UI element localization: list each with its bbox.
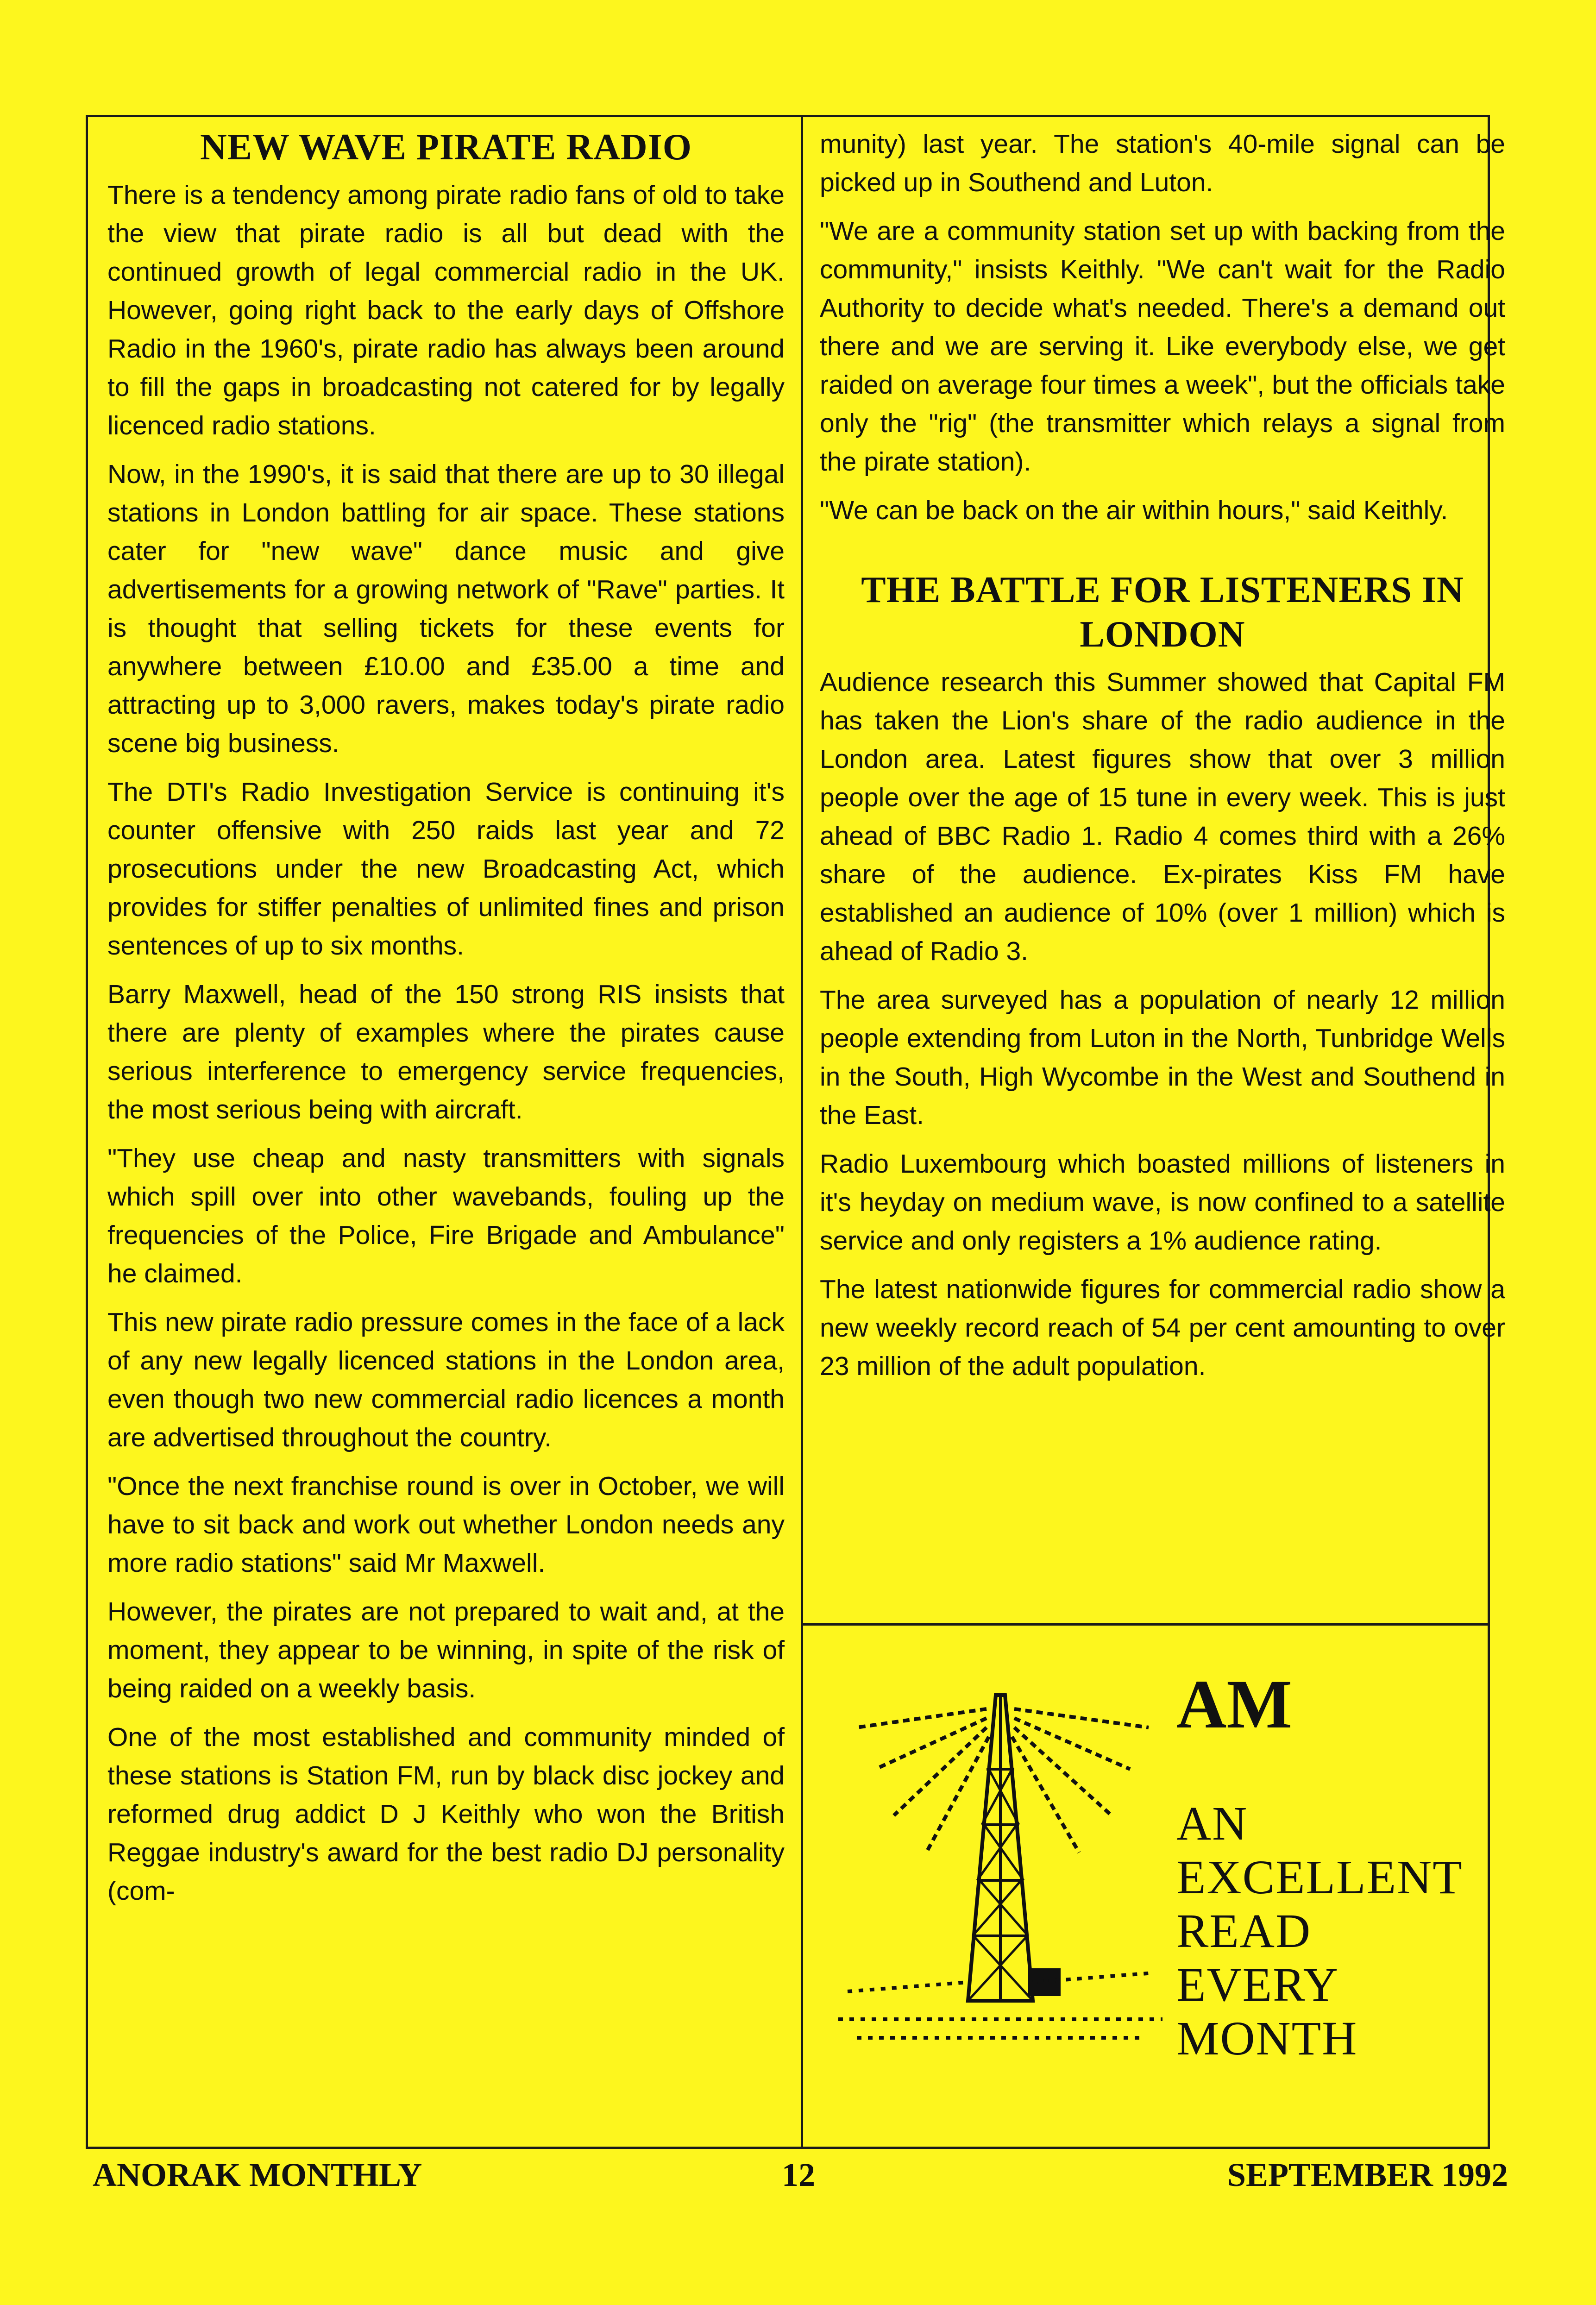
paragraph: Audience research this Summer showed that Capital FM has taken the Lion's share of the radio audience in the London area. Latest figures show that over 3 million people over the age of 15 tune in every week. This is just ahead of BBC Radio 1. Radio 4 comes third with a 26% share of the audience. Ex-pirates Kiss FM have established an audience of 10% (over 1 million) which is ahead of Radio 3. xyxy=(820,667,1505,966)
radio-tower-icon xyxy=(829,1677,1172,2093)
advert-title: AM xyxy=(1176,1666,1292,1743)
column-divider xyxy=(801,115,803,2149)
paragraph: Now, in the 1990's, it is said that there are up to 30 illegal stations in London battling for air space. These stations cater for "new wave" dance music and give advertisements for a growing network of "Rave" parties. It is thought that selling tickets for these events for anywhere between £10.00 and £35.00 a time and attracting up to 3,000 ravers, makes today's pirate radio scene big business. xyxy=(107,459,785,758)
paragraph: This new pirate radio pressure comes in the face of a lack of any new legally licenced stations in the London area, even though two new commercial radio licences a month are advertised throughout the country. xyxy=(107,1307,785,1452)
right-column xyxy=(820,125,1505,1396)
paragraph-continued: "We are a community station set up with backing from the community," insists Keithly. "We can't wait for the Radio Authority to decide what's needed. There's a demand out there and we are serving it. Like everybody else, we get raided on average four times a week", but the officials take only the "rig" (the transmitter which relays a signal from the pirate station). xyxy=(820,216,1505,477)
paragraph: There is a tendency among pirate radio fans of old to take the view that pirate radio is all but dead with the continued growth of legal commercial radio in the UK. However, going right back to the early days of Offshore Radio in the 1960's, pirate radio has always been around to fill the gaps in broadcasting not catered for by legally licenced radio stations. xyxy=(107,180,785,440)
am-advert xyxy=(815,1649,1482,2130)
paragraph: The latest nationwide figures for commercial radio show a new weekly record reach of 54 per cent amounting to over 23 million of the adult population. xyxy=(820,1275,1505,1381)
footer-issue-date: SEPTEMBER 1992 xyxy=(1227,2156,1508,2193)
paragraph: The area surveyed has a population of nearly 12 million people extending from Luton in the North, Tunbridge Wells in the South, High Wycombe in the West and Southend in the East. xyxy=(820,985,1505,1130)
paragraph: "They use cheap and nasty transmitters with signals which spill over into other wavebands, fouling up the frequencies of the Police, Fire Brigade and Ambulance" he claimed. xyxy=(107,1143,785,1288)
advert-line: EVERY xyxy=(1176,1958,1339,2011)
footer-page-number: 12 xyxy=(782,2156,815,2193)
paragraph: One of the most established and community minded of these stations is Station FM, run by black disc jockey and reformed drug addict D J Keithly who won the British Reggae industry's award for the best radio DJ personality (com- xyxy=(107,1722,785,1906)
paragraph: Barry Maxwell, head of the 150 strong RIS insists that there are plenty of examples where the pirates cause serious interference to emergency service frequencies, the most serious being with aircraft. xyxy=(107,980,785,1124)
advert-line: READ xyxy=(1176,1904,1312,1958)
page-footer xyxy=(0,2156,1596,2207)
advert-line: MONTH xyxy=(1176,2012,1358,2065)
paragraph-continued: "We can be back on the air within hours," said Keithly. xyxy=(820,496,1448,525)
left-column xyxy=(107,125,785,1921)
advert-tagline xyxy=(1176,1797,1463,2066)
article-headline-battle-for-listeners: THE BATTLE FOR LISTENERS IN LONDON xyxy=(861,570,1464,655)
paragraph: However, the pirates are not prepared to wait and, at the moment, they appear to be winning, in spite of the risk of being raided on a weekly basis. xyxy=(107,1597,785,1703)
paragraph: The DTI's Radio Investigation Service is continuing it's counter offensive with 250 raids last year and 72 prosecutions under the new Broadcasting Act, which provides for stiffer penalties of unlimited fines and prison sentences of up to six months. xyxy=(107,777,785,961)
paragraph-continued: munity) last year. The station's 40-mile signal can be picked up in Southend and Luton. xyxy=(820,129,1505,197)
paragraph: Radio Luxembourg which boasted millions of listeners in it's heyday on medium wave, is now confined to a satellite service and only registers a 1% audience rating. xyxy=(820,1149,1505,1256)
advert-line: EXCELLENT xyxy=(1176,1851,1463,1904)
paragraph: "Once the next franchise round is over in October, we will have to sit back and work out whether London needs any more radio stations" said Mr Maxwell. xyxy=(107,1471,785,1578)
advert-line: AN xyxy=(1176,1797,1248,1850)
footer-publication: ANORAK MONTHLY xyxy=(93,2156,422,2193)
article-headline-pirate-radio: NEW WAVE PIRATE RADIO xyxy=(200,127,692,168)
section-rule xyxy=(803,1623,1490,1626)
